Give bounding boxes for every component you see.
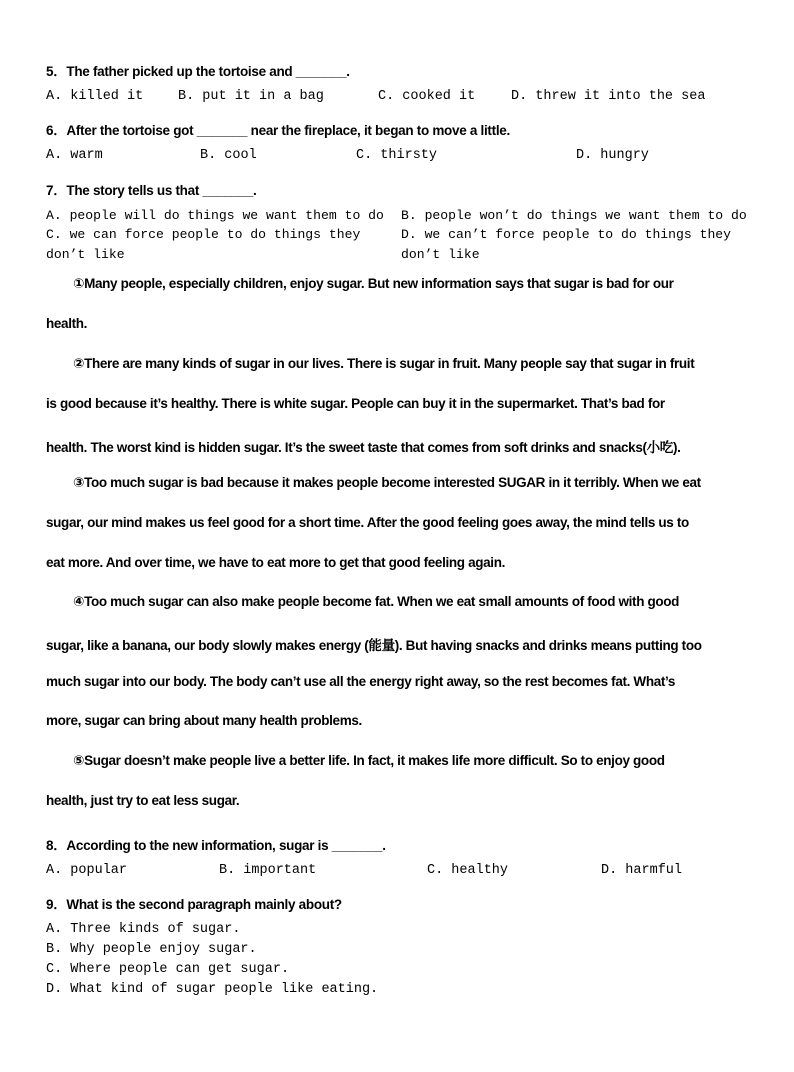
question-8-option-a: A. popular [46, 863, 128, 878]
question-8-option-c: C. healthy [427, 863, 509, 878]
question-6-option-a: A. warm [46, 148, 103, 163]
question-7-option-b: B. people won’t do things we want them to do [401, 208, 747, 223]
question-7-option-d-line1: D. we can’t force people to do things they [401, 227, 732, 242]
passage-line: health, just try to eat less sugar. [46, 793, 240, 808]
passage-line: ②There are many kinds of sugar in our lives. There is sugar in fruit. Many people say that sugar in fruit [73, 356, 695, 371]
question-7-option-c-line2: don’t like [46, 247, 125, 262]
question-7-option-a: A. people will do things we want them to do [46, 208, 384, 223]
question-7-option-c-line1: C. we can force people to do things they [46, 227, 361, 242]
question-6-stem: 6．After the tortoise got _______ near the fireplace, it began to move a little. [46, 123, 510, 138]
question-5-option-b: B. put it in a bag [178, 89, 324, 104]
passage-line: eat more. And over time, we have to eat more to get that good feeling again. [46, 555, 505, 570]
passage-line: ④Too much sugar can also make people become fat. When we eat small amounts of food with good [73, 594, 680, 609]
question-9-option-a: A. Three kinds of sugar. [46, 922, 241, 937]
passage-line: ⑤Sugar doesn’t make people live a better life. In fact, it makes life more difficult. So to enjoy good [73, 753, 665, 768]
question-8-option-b: B. important [219, 863, 317, 878]
passage-line: much sugar into our body. The body can’t use all the energy right away, so the rest becomes fat. What’s [46, 674, 676, 689]
question-9-option-c: C. Where people can get sugar. [46, 962, 290, 977]
question-5-option-c: C. cooked it [378, 89, 476, 104]
passage-line: health. [46, 316, 88, 331]
passage-line: ③Too much sugar is bad because it makes people become interested SUGAR in it terribly. When we eat [73, 475, 701, 490]
question-9-stem: 9．What is the second paragraph mainly about? [46, 897, 342, 912]
question-9-option-b: B. Why people enjoy sugar. [46, 942, 257, 957]
passage-line: more, sugar can bring about many health problems. [46, 713, 362, 728]
passage-line: sugar, our mind makes us feel good for a short time. After the good feeling goes away, the mind tells us to [46, 515, 689, 530]
passage-line: is good because it’s healthy. There is white sugar. People can buy it in the supermarket. That’s bad for [46, 396, 665, 411]
question-5-stem: 5．The father picked up the tortoise and _______. [46, 64, 350, 79]
question-7-option-d-line2: don’t like [401, 247, 480, 262]
passage-line: health. The worst kind is hidden sugar. It’s the sweet taste that comes from soft drinks and snacks(小吃). [46, 440, 681, 455]
question-6-option-d: D. hungry [576, 148, 649, 163]
question-8-stem: 8．According to the new information, sugar is _______. [46, 838, 386, 853]
question-8-option-d: D. harmful [601, 863, 683, 878]
passage-line: ①Many people, especially children, enjoy sugar. But new information says that sugar is bad for our [73, 276, 674, 291]
question-6-option-b: B. cool [200, 148, 257, 163]
passage-line: sugar, like a banana, our body slowly makes energy (能量). But having snacks and drinks means putting too [46, 638, 702, 653]
question-6-option-c: C. thirsty [356, 148, 438, 163]
question-7-stem: 7．The story tells us that _______. [46, 183, 257, 198]
question-5-option-a: A. killed it [46, 89, 144, 104]
question-9-option-d: D. What kind of sugar people like eating. [46, 982, 379, 997]
question-5-option-d: D. threw it into the sea [511, 89, 706, 104]
